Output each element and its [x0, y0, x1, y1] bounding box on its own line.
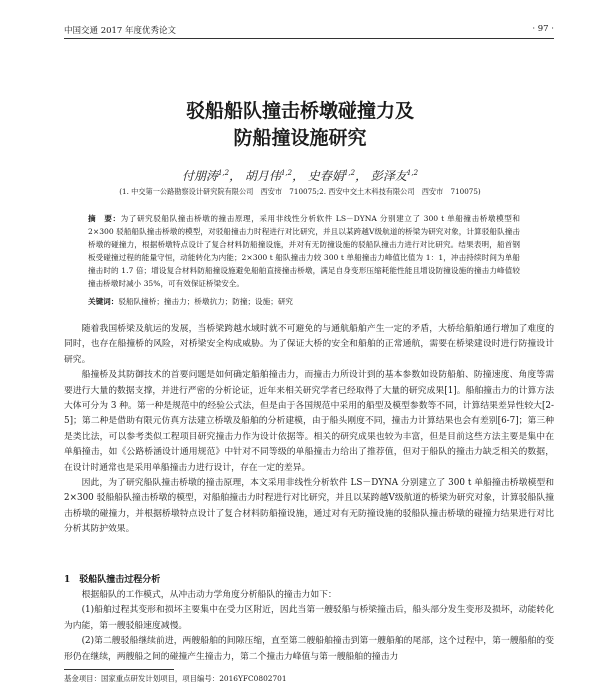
keywords-text: 驳船队撞桥；撞击力；桥墩抗力；防撞；设施；研究 — [118, 297, 294, 306]
abstract-label: 摘 要： — [88, 214, 121, 223]
author-affil-mark: 1,2 — [217, 169, 230, 177]
paragraph: (2)第二艘驳船继续前进，两艘船舶的间隙压缩，直至第二艘船舶撞击到第一艘船舶的尾部，这个过程中，第一艘船舶的变形仍在继续，两艘船之间的碰撞产生撞击力，第二个撞击力峰值与第一艘船舶的撞击力 — [64, 636, 554, 662]
affiliation: (1. 中交第一公路勘察设计研究院有限公司 西安市 710075;2. 西安中交土木科技有限公司 西安市 710075) — [119, 187, 481, 196]
title-line-1: 驳船船队撞击桥墩碰撞力及 — [185, 100, 414, 122]
page-number: · 97 · — [532, 24, 554, 34]
author-name: 史春娟 — [307, 169, 344, 183]
paragraph: 随着我国桥梁及航运的发展，当桥梁跨越水域时就不可避免的与通航船舶产生一定的矛盾，大桥给船舶通行增加了难度的同时，也存在船撞桥的风险，对桥梁安全构成威胁。为了保证大桥的安全和船舶的正常通航，需要在桥梁建设时进行防撞设计研究。 — [64, 324, 554, 365]
author-4 — [371, 169, 418, 183]
author-affil-mark: 1,2 — [343, 169, 356, 177]
author-3 — [308, 169, 355, 183]
paper-title — [0, 98, 600, 152]
author-list: 付朋涛$^{1,2}$， 胡月伟$^{1,2}$， 史春娟$^{1,2}$， 彭泽友$^{1,2}$ — [181, 169, 419, 183]
abstract-text: 为了研究驳船队撞击桥墩的撞击原理，采用非线性分析软件 LS－DYNA 分别建立了 300 t 单船撞击桥墩模型和 2×300 驳船船队撞击桥墩的模型，对驳船撞击力时程进行对比研究，并且以某跨越Ⅴ级航道的桥梁为研究对象，计算驳船队撞击桥墩的碰撞力，根据桥墩特点设计了复合材料防船撞设施，并对有无防撞设施的驳船队撞击力进行对比研究。结果表明，船首钢板受碰撞过程的能量守恒，动能转化为内能；2×300 t 船队撞击力较 300 t 单船撞击力峰值比值为 1：1，冲击持续时间为单船撞击时的 1.7 倍；增设复合材料防船撞设施避免船舶直接撞击桥墩，满足自身变形压缩耗能性能且增设防撞设施的撞击力峰值较撞击桥墩时减小 35%，可有效保证桥梁安全。 — [88, 214, 520, 288]
paragraph: 船撞桥及其防御技术的首要问题是如何确定船舶撞击力，而撞击力所设计到的基本参数如设防船舶、防撞速度、角度等需要进行大量的数据支撑，并进行严密的分析论证，近年来相关研究学者已经取得了大量的研究成果[1]。船舶撞击力的计算方法大体可分为 3 种。第一种是规范中的经验公式法，但是由于各国规范中采用的船型及模型参数等不同，计算结果差异性较大[2-5]；第二种是借助有限元仿真方法建立桥墩及船舶的分析建模，由于船头刚度不同，撞击力计算结果也会有差别[6-7]；第三种是类比法，可以参考类似工程项目研究撞击力作为设计依据等。相关的研究成果也较为丰富，但是目前这些方法主要是集中在单船撞击，如《公路桥涵设计通用规范》中针对不同等级的单船撞击力给出了推荐值，但对于船队的撞击力缺乏相关的数据，在设计时通常也是采用单船撞击力进行设计，存在一定的差异。 — [64, 370, 554, 473]
paragraph: 根据船队的工作模式，从冲击动力学角度分析船队的撞击力如下： — [81, 590, 337, 600]
author-name: 胡月伟 — [244, 169, 281, 183]
keywords-label: 关键词： — [88, 297, 119, 306]
footnote: 基金项目：国家重点研发计划项目，项目编号：2016YFC0802701 — [64, 674, 287, 683]
author-2 — [245, 169, 292, 183]
keywords — [88, 296, 520, 307]
footnote-rule — [64, 669, 174, 670]
body-text — [64, 322, 554, 538]
journal-name: 中国交通 2017 年度优秀论文 — [64, 26, 177, 36]
paragraph: 因此，为了研究船队撞击桥墩的撞击原理，本文采用非线性分析软件 LS－DYNA 分别建立了 300 t 单船撞击桥墩模型和 2×300 驳船船队撞击桥墩的模型，对船舶撞击力时程进行对比研究，并且以某跨越Ⅴ级航道的桥梁为研究对象，计算驳船队撞击桥墩的碰撞力，并根据桥墩特点设计了复合材料防船撞设施，通过对有无防撞设施的驳船队撞击桥墩的碰撞力结果进行对比分析其防护效果。 — [64, 478, 554, 535]
author-affil-mark: 1,2 — [406, 169, 419, 177]
section-heading: 1 驳船队撞击过程分析 — [64, 575, 161, 585]
running-header — [64, 24, 554, 39]
author-name: 付朋涛 — [181, 169, 218, 183]
author-1 — [182, 169, 229, 183]
author-affil-mark: 1,2 — [280, 169, 293, 177]
title-line-2: 防船撞设施研究 — [233, 127, 367, 149]
abstract — [88, 212, 520, 290]
section-1-text — [64, 588, 554, 665]
author-name: 彭泽友 — [370, 169, 407, 183]
paragraph: (1)船舶过程其变形和损坏主要集中在受力区附近，因此当第一艘驳船与桥梁撞击后，船头部分发生变形及损坏，动能转化为内能，第一艘驳船速度减慢。 — [64, 605, 554, 631]
